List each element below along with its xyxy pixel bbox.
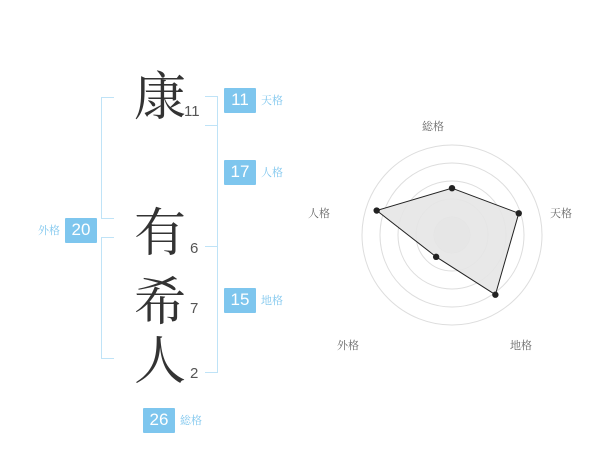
kaku-gaikaku-value: 20 (65, 218, 97, 243)
radar-axis-label-soukaku: 総格 (422, 121, 444, 133)
kanji-char-3: 希 (133, 273, 186, 333)
kaku-gaikaku[interactable] (38, 218, 97, 243)
kaku-chikaku[interactable] (224, 288, 283, 313)
kaku-chikaku-label: 地格 (261, 295, 283, 308)
kaku-soukaku-label: 総格 (180, 415, 202, 428)
radar-axis-label-tenkaku: 天格 (550, 208, 572, 220)
kaku-tenkaku-label: 天格 (261, 95, 283, 108)
brace-chikaku (205, 246, 218, 373)
stroke-count-1: 11 (184, 103, 200, 120)
kaku-gaikaku-label: 外格 (38, 225, 60, 238)
stroke-count-4: 2 (190, 365, 199, 382)
kaku-jinkaku-label: 人格 (261, 167, 283, 180)
kanji-char-1: 康 (133, 68, 186, 128)
kaku-tenkaku-value: 11 (224, 88, 256, 113)
kanji-char-2: 有 (133, 204, 186, 264)
radar-axis-label-jinkaku: 人格 (308, 208, 330, 220)
radar-axis-label-gaikaku: 外格 (337, 340, 359, 352)
kaku-soukaku-value: 26 (143, 408, 175, 433)
brace-jinkaku (205, 125, 218, 247)
radar-chart (305, 95, 600, 395)
stroke-count-2: 6 (190, 240, 199, 257)
kaku-soukaku[interactable] (143, 408, 202, 433)
kaku-chikaku-value: 15 (224, 288, 256, 313)
kaku-jinkaku-value: 17 (224, 160, 256, 185)
radar-axis-label-chikaku: 地格 (510, 340, 532, 352)
kaku-tenkaku[interactable] (224, 88, 283, 113)
brace-gaikaku-upper (101, 97, 114, 219)
brace-tenkaku (205, 96, 218, 126)
kanji-char-4: 人 (133, 332, 186, 392)
brace-gaikaku-lower (101, 237, 114, 359)
stroke-count-3: 7 (190, 300, 199, 317)
kaku-jinkaku[interactable] (224, 160, 283, 185)
